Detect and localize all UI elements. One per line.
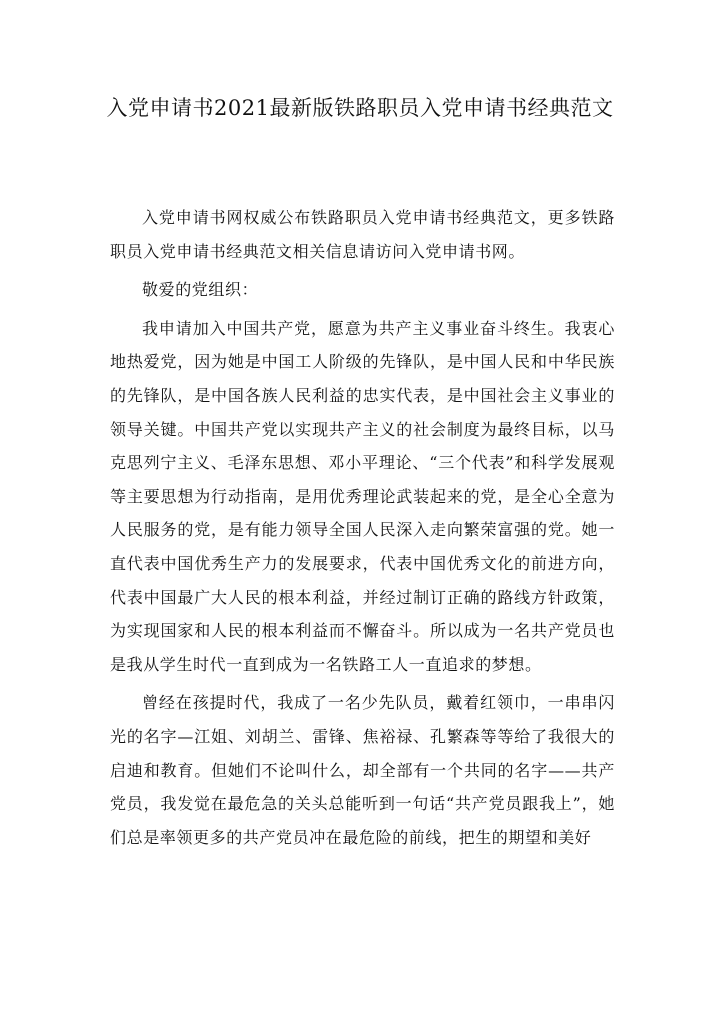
intro-paragraph: 入党申请书网权威公布铁路职员入党申请书经典范文，更多铁路职员入党申请书经典范文相关信息请访问入党申请书网。	[110, 208, 615, 261]
salutation: 敬爱的党组织：	[142, 280, 259, 300]
document-title: 入党申请书2021最新版铁路职员入党申请书经典范文	[106, 96, 614, 120]
document-body	[110, 201, 615, 859]
body-paragraph: 我申请加入中国共产党，愿意为共产主义事业奋斗终生。我衷心地热爱党，因为她是中国工人阶级的先锋队，是中国人民和中华民族的先锋队，是中国各族人民利益的忠实代表，是中国社会主义事业的领导关键。中国共产党以实现共产主义的社会制度为最终目标，以马克思列宁主义、毛泽东思想、邓小平理论、“三个代表”和科学发展观等主要思想为行动指南，是用优秀理论武装起来的党，是全心全意为人民服务的党，是有能力领导全国人民深入走向繁荣富强的党。她一直代表中国优秀生产力的发展要求，代表中国优秀文化的前进方向，代表中国最广大人民的根本利益，并经过制订正确的路线方针政策，为实现国家和人民的根本利益而不懈奋斗。所以成为一名共产党员也是我从学生时代一直到成为一名铁路工人一直追求的梦想。	[110, 318, 615, 674]
body-paragraph: 曾经在孩提时代，我成了一名少先队员，戴着红领巾，一串串闪光的名字—江姐、刘胡兰、雷锋、焦裕禄、孔繁森等等给了我很大的启迪和教育。但她们不论叫什么，却全部有一个共同的名字——共产党员，我发觉在最危急的关头总能听到一句话“共产党员跟我上”，她们总是率领更多的共产党员冲在最危险的前线，把生的期望和美好	[110, 693, 615, 847]
